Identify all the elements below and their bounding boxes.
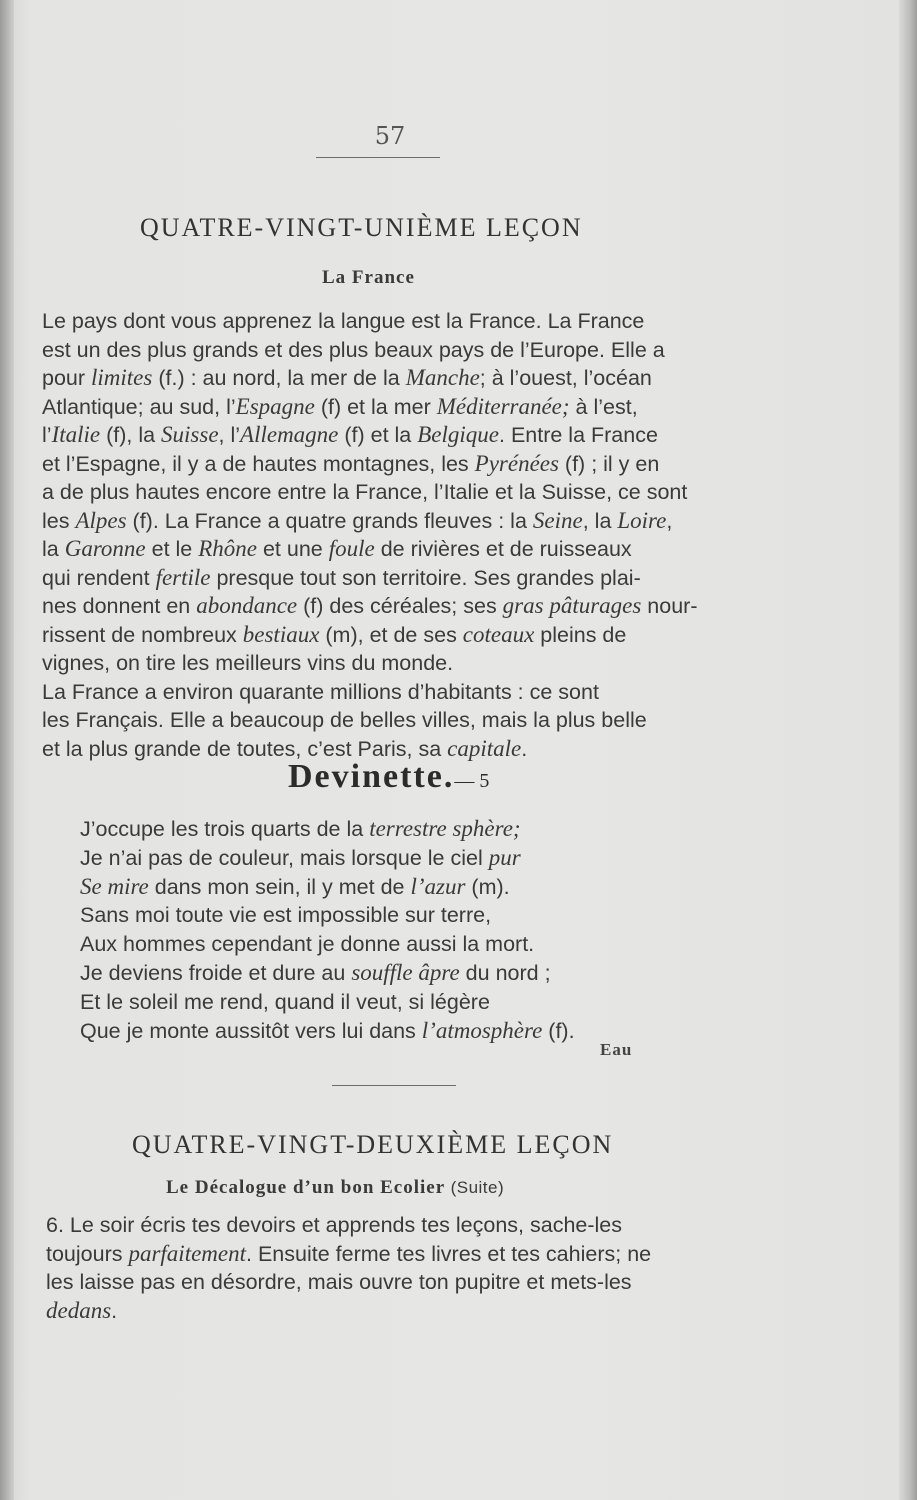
italic-term: abondance (196, 593, 298, 618)
section-rule (332, 1085, 456, 1086)
text-line: et la plus grande de toutes, c’est Paris, sa capitale. (42, 735, 528, 761)
devinette-title (288, 758, 489, 796)
italic-term: gras pâturages (502, 593, 642, 618)
poem-line: J’occupe les trois quarts de la terrestre sphère; (80, 816, 521, 841)
text-line: et l’Espagne, il y a de hautes montagnes, les Pyrénées (f) ; il y en (42, 450, 660, 476)
text-line: toujours parfaitement. Ensuite ferme tes livres et tes cahiers; ne (46, 1240, 652, 1266)
lesson82-subtitle (166, 1177, 504, 1199)
text-line: nes donnent en abondance (f) des céréales; ses gras pâturages nour- (42, 593, 698, 618)
italic-term: Belgique (417, 422, 499, 447)
text-line: qui rendent fertile presque tout son territoire. Ses grandes plai- (42, 564, 641, 590)
italic-term: Seine (532, 507, 583, 533)
text-line: les Alpes (f). La France a quatre grands fleuves : la Seine, la Loire, (42, 507, 673, 533)
italic-term: souffle âpre (351, 959, 460, 985)
italic-term: pur (488, 844, 521, 870)
text-line: pour limites (f.) : au nord, la mer de la Manche; à l’ouest, l’océan (42, 365, 652, 390)
italic-term: Se mire (80, 873, 149, 899)
italic-term: bestiaux (242, 621, 320, 647)
text-line: les Français. Elle a beaucoup de belles villes, mais la plus belle (42, 708, 647, 732)
lesson81-subtitle: La France (322, 267, 415, 288)
devinette-poem (80, 815, 575, 1045)
text-line: les laisse pas en désordre, mais ouvre ton pupitre et mets-les (46, 1270, 632, 1294)
devinette-title-text: Devinette. (288, 758, 455, 795)
italic-term: fertile (155, 564, 211, 590)
text-line: rissent de nombreux bestiaux (m), et de ses coteaux pleins de (42, 621, 627, 647)
lesson82-subtitle-suffix: (Suite) (450, 1178, 505, 1197)
italic-term: Alpes (75, 507, 127, 533)
italic-term: Espagne (235, 393, 315, 419)
text-line: l’Italie (f), la Suisse, l’Allemagne (f) et la Belgique. Entre la France (42, 422, 658, 447)
devinette-number: — 5 (454, 770, 490, 792)
text-line: 6. Le soir écris tes devoirs et apprends tes leçons, sache-les (46, 1213, 623, 1237)
italic-term: Italie (51, 422, 101, 447)
lesson82-text (24, 1211, 772, 1325)
poem-line: Je deviens froide et dure au souffle âpre du nord ; (80, 959, 551, 985)
poem-line: Je n’ai pas de couleur, mais lorsque le ciel pur (80, 844, 521, 870)
lesson82-paragraph (24, 1211, 772, 1325)
page-binding-shadow (0, 0, 14, 1500)
italic-term: Pyrénées (474, 450, 559, 476)
lesson81-paragraph1 (20, 307, 768, 678)
poem-line: Que je monte aussitôt vers lui dans l’atmosphère (f). (80, 1017, 575, 1043)
italic-term: capitale (447, 735, 522, 761)
italic-term: Allemagne (240, 422, 339, 447)
text-line: a de plus hautes encore entre la France, l’Italie et la Suisse, ce sont (42, 480, 688, 504)
italic-term: Rhône (198, 536, 257, 561)
text-line: est un des plus grands et des plus beaux pays de l’Europe. Elle a (42, 337, 665, 362)
poem-line: Et le soleil me rend, quand il veut, si légère (80, 989, 490, 1014)
italic-term: coteaux (462, 621, 535, 647)
italic-term: limites (91, 365, 153, 390)
text-line: vignes, on tire les meilleurs vins du monde. (42, 651, 454, 675)
text-line: La France a environ quarante millions d’habitants : ce sont (42, 679, 599, 704)
header-rule (316, 157, 440, 158)
lesson82-title: QUATRE-VINGT-DEUXIÈME LEÇON (132, 1130, 614, 1159)
italic-term: foule (328, 536, 375, 561)
page-number: 57 (374, 122, 406, 150)
lesson82-subtitle-text: Le Décalogue d’un bon Ecolier (166, 1177, 445, 1198)
italic-term: Suisse (161, 422, 219, 447)
devinette-answer: Eau (600, 1040, 633, 1059)
italic-term: Manche (405, 365, 480, 390)
italic-term: Garonne (64, 536, 146, 561)
italic-term: dedans (46, 1297, 112, 1323)
text-line: Atlantique; au sud, l’Espagne (f) et la mer Méditerranée; à l’est, (42, 393, 638, 419)
italic-term: Méditerranée; (436, 393, 570, 419)
italic-term: l’azur (410, 873, 466, 899)
poem-line: Aux hommes cependant je donne aussi la mort. (80, 932, 535, 957)
lesson81-text (20, 307, 768, 763)
lesson81-paragraph2 (20, 678, 768, 764)
page-edge-shadow (899, 0, 917, 1500)
lesson81-title: QUATRE-VINGT-UNIÈME LEÇON (140, 213, 583, 242)
italic-term: terrestre sphère; (369, 816, 521, 841)
italic-term: parfaitement (128, 1240, 247, 1266)
poem-line: Sans moi toute vie est impossible sur terre, (80, 903, 492, 928)
text-line: dedans. (46, 1297, 118, 1323)
italic-term: l’atmosphère (421, 1017, 543, 1043)
text-line: Le pays dont vous apprenez la langue est la France. La France (42, 309, 645, 333)
italic-term: Loire (617, 507, 667, 533)
poem-line: Se mire dans mon sein, il y met de l’azur (m). (80, 873, 510, 899)
text-line: la Garonne et le Rhône et une foule de rivières et de ruisseaux (42, 536, 632, 561)
